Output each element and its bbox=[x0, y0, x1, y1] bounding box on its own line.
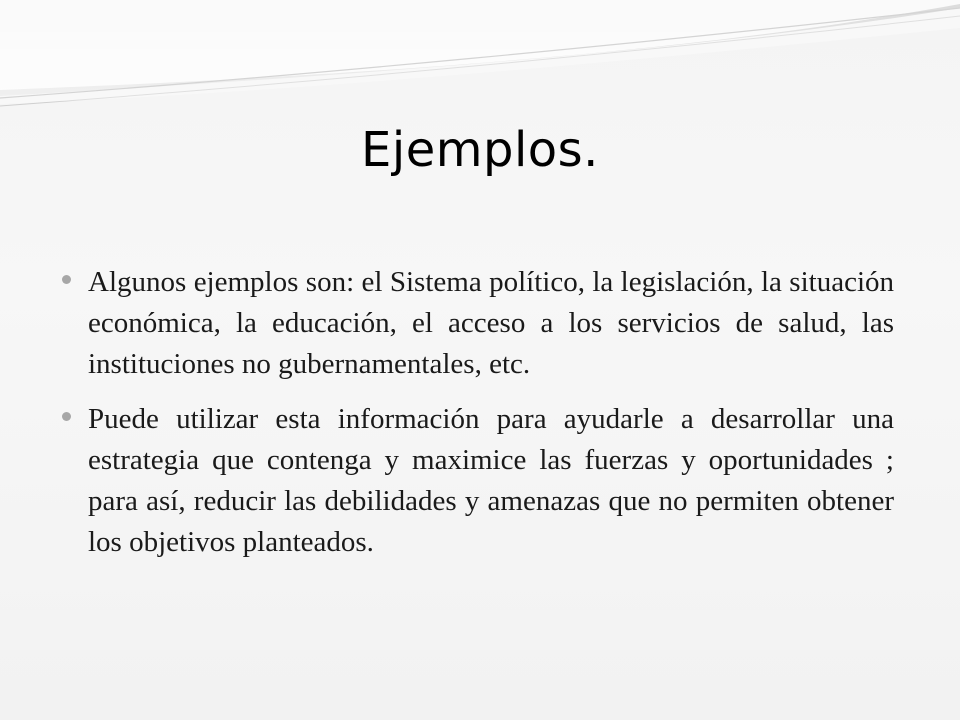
bullet-item bbox=[62, 399, 894, 563]
bullet-item bbox=[62, 262, 894, 385]
slide-title: Ejemplos. bbox=[361, 122, 599, 178]
bullet-text: Algunos ejemplos son: el Sistema político, la legislación, la situación económica, la educación, el acceso a los servicios de salud, las instituciones no gubernamentales, etc. bbox=[88, 266, 894, 380]
bullet-dot-icon bbox=[62, 412, 71, 421]
bullet-list bbox=[62, 262, 894, 577]
bullet-text: Puede utilizar esta información para ayudarle a desarrollar una estrategia que contenga y maximice las fuerzas y oportunidades ; para así, reducir las debilidades y amenazas que no permiten obtener los objetivos planteados. bbox=[88, 403, 894, 558]
bullet-dot-icon bbox=[62, 275, 71, 284]
decorative-wave-header bbox=[0, 0, 960, 130]
